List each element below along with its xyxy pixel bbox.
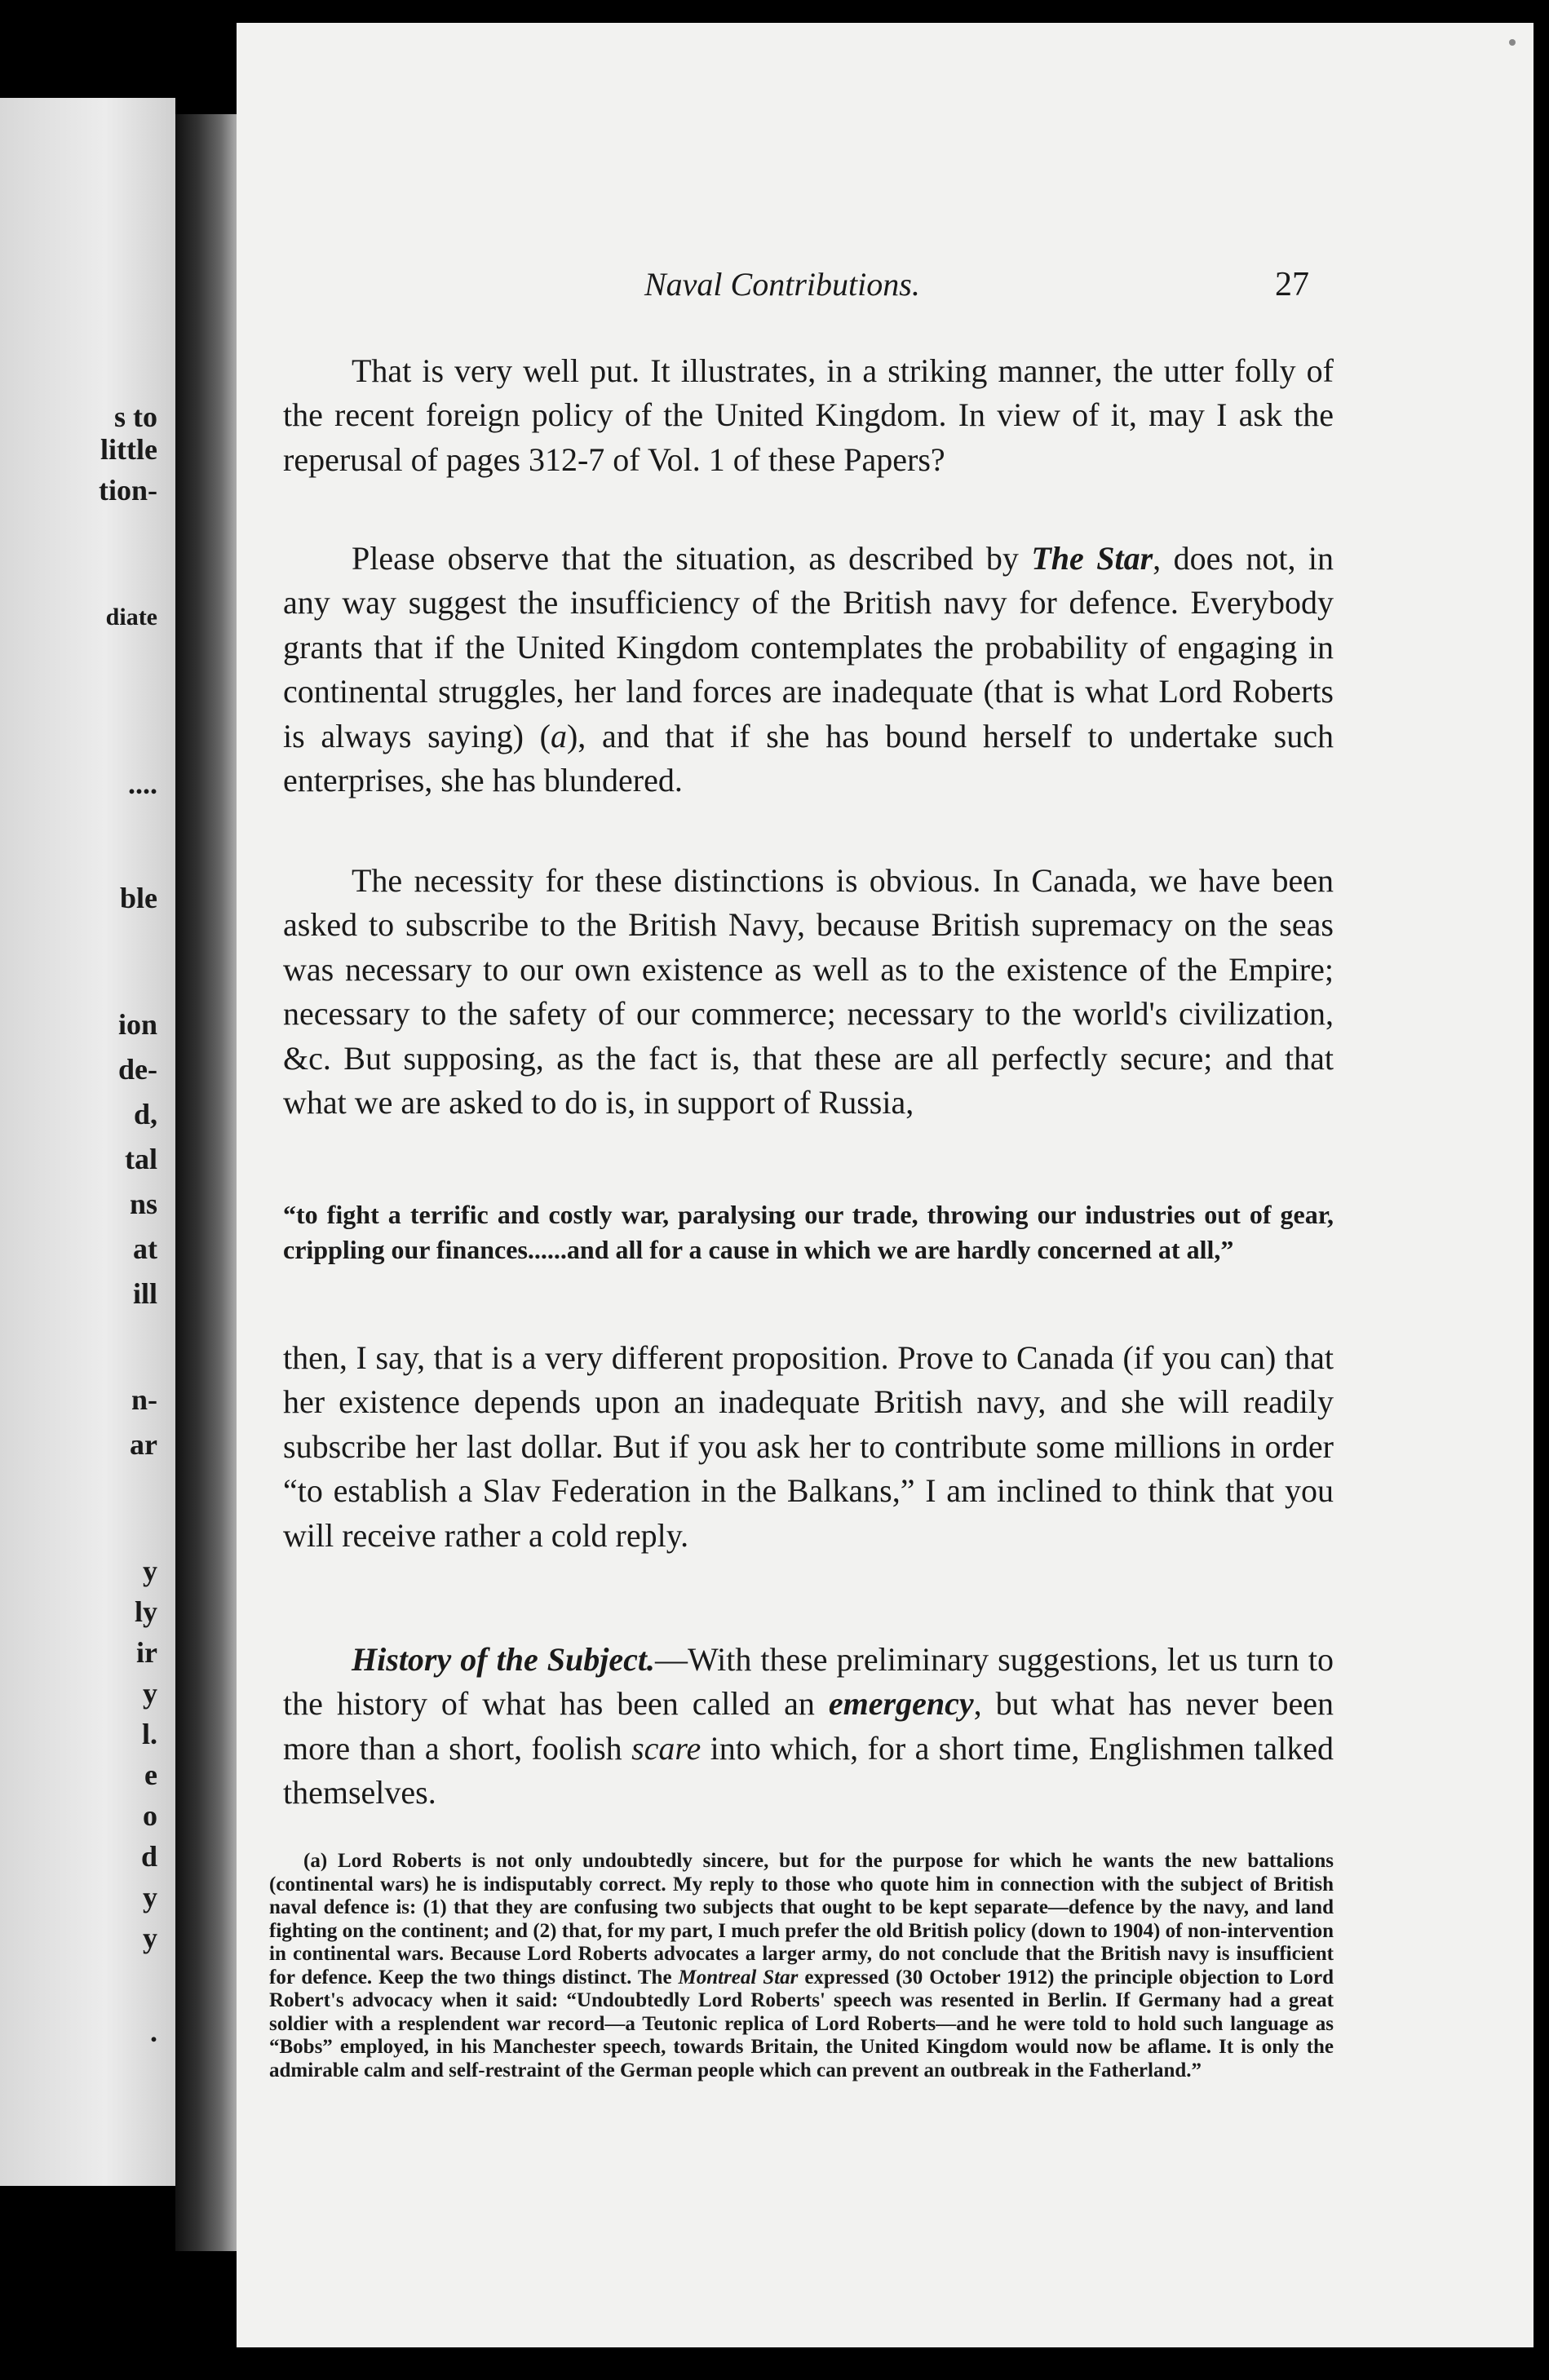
emphasis: emergency: [828, 1685, 974, 1723]
newspaper-title: The Star: [1031, 540, 1153, 577]
left-fragment: ....: [128, 768, 157, 800]
block-quote: “to fight a terrific and costly war, paralysing our trade, throwing our industries out of gear, crippling our finances......and all for a cause in which we are hardly concerned at all,”: [283, 1200, 1334, 1265]
paragraph-text: —With these preliminary suggestions, let us turn to the history of what has been called an: [283, 1641, 1334, 1723]
left-fragment: de-: [118, 1053, 157, 1086]
left-fragment: ble: [119, 882, 157, 914]
left-fragment: ion: [117, 1008, 157, 1041]
paragraph-text: , but what has never been more than a short, foolish: [283, 1685, 1334, 1767]
book-gutter-shadow: [175, 114, 241, 2251]
left-fragment: ir: [136, 1636, 157, 1669]
footnote-marker: (a): [303, 1850, 328, 1872]
paragraph-text: into which, for a short time, Englishmen talked themselves.: [283, 1729, 1334, 1812]
left-fragment: tal: [125, 1143, 157, 1175]
footnote-text: Lord Roberts is not only undoubtedly sincere, but for the purpose for which he wants the new battalions (continental wars) he is indisputably correct. My reply to those who quote him in connection with the subject of British naval defence is: (1) that they are confusing two subjects that ought to be kept separate—defence by the navy, and land fighting on the continent; and (2) that, for my part, I much prefer the old British policy (down to 1904) of non-intervention in continental wars. Because Lord Roberts advocates a larger army, do not conclude that the British navy is insufficient for defence. Keep the two things distinct. The: [269, 1850, 1334, 1988]
left-fragment: y: [143, 1677, 157, 1710]
book-page: [237, 23, 1534, 2347]
left-fragment: little: [100, 433, 157, 466]
left-fragment: .: [150, 2015, 157, 2048]
left-fragment: y: [143, 1555, 157, 1587]
paragraph: That is very well put. It illustrates, in a striking manner, the utter folly of the recent foreign policy of the United Kingdom. In view of it, may I ask the reperusal of pages 312-7 of Vol. 1 of these Papers?: [283, 352, 1334, 478]
left-fragment: y: [143, 1922, 157, 1954]
newspaper-title: Montreal Star: [678, 1966, 799, 1988]
page-number: 27: [1275, 266, 1309, 303]
left-fragment: o: [143, 1799, 157, 1832]
paragraph-text: ), and that if she has bound herself to undertake such enterprises, she has blundered.: [283, 717, 1334, 798]
left-fragment: ly: [134, 1595, 157, 1628]
left-fragment: d: [140, 1840, 157, 1873]
left-fragment: ar: [130, 1428, 157, 1461]
footnote: [269, 1850, 1334, 2082]
left-fragment: at: [133, 1232, 157, 1265]
scan-speck: [1509, 39, 1516, 46]
left-fragment: s to: [114, 400, 157, 433]
paragraph: [283, 1638, 1334, 1816]
section-heading: History of the Subject.: [352, 1641, 655, 1678]
left-fragment: n-: [131, 1383, 157, 1416]
running-head: [237, 265, 1534, 314]
left-fragment: ns: [129, 1188, 157, 1220]
left-fragment: e: [144, 1758, 157, 1791]
left-fragment: diate: [105, 604, 157, 630]
left-fragment: d,: [133, 1098, 157, 1130]
footnote-reference: a: [550, 717, 567, 754]
left-page-edge: [0, 98, 175, 2186]
emphasis: scare: [631, 1729, 701, 1767]
paragraph: The necessity for these distinctions is obvious. In Canada, we have been asked to subscribe to the British Navy, because British supremacy on the seas was necessary to our own existence as well as to the existence of the Empire; necessary to the safety of our commerce; necessary to the world's civilization, &c. But supposing, as the fact is, that these are all perfectly secure; and that what we are asked to do is, in support of Russia,: [283, 862, 1334, 1121]
paragraph-text: , does not, in any way suggest the insufficiency of the British navy for defence. Everybody grants that if the United Kingdom contemplates the probability of engaging in continental struggles, her land forces are inadequate (that is what Lord Roberts is always saying) (: [283, 540, 1334, 754]
footnote-text: expressed (30 October 1912) the principle objection to Lord Robert's advocacy when it said: “Undoubtedly Lord Roberts' speech was resented in Berlin. If Germany had a great soldier with a resplendent war record—a Teutonic replica of Lord Roberts—and he were told to hold such language as “Bobs” employed, in his Manchester speech, towards Britain, the United Kingdom would now be aflame. It is only the admirable calm and self-restraint of the German people which can prevent an outbreak in the Fatherland.”: [269, 1966, 1334, 2081]
running-title: Naval Contributions.: [644, 266, 920, 303]
paragraph: then, I say, that is a very different proposition. Prove to Canada (if you can) that her existence depends upon an inadequate British navy, and she will readily subscribe her last dollar. But if you ask her to contribute some millions in order “to establish a Slav Federation in the Balkans,” I am inclined to think that you will receive rather a cold reply.: [283, 1339, 1334, 1554]
left-fragment: tion-: [99, 474, 157, 507]
left-fragment: y: [143, 1881, 157, 1913]
left-fragment: ill: [132, 1277, 157, 1310]
paragraph: [283, 537, 1334, 803]
paragraph-text: Please observe that the situation, as described by: [352, 540, 1032, 577]
left-fragment: l.: [141, 1718, 157, 1750]
